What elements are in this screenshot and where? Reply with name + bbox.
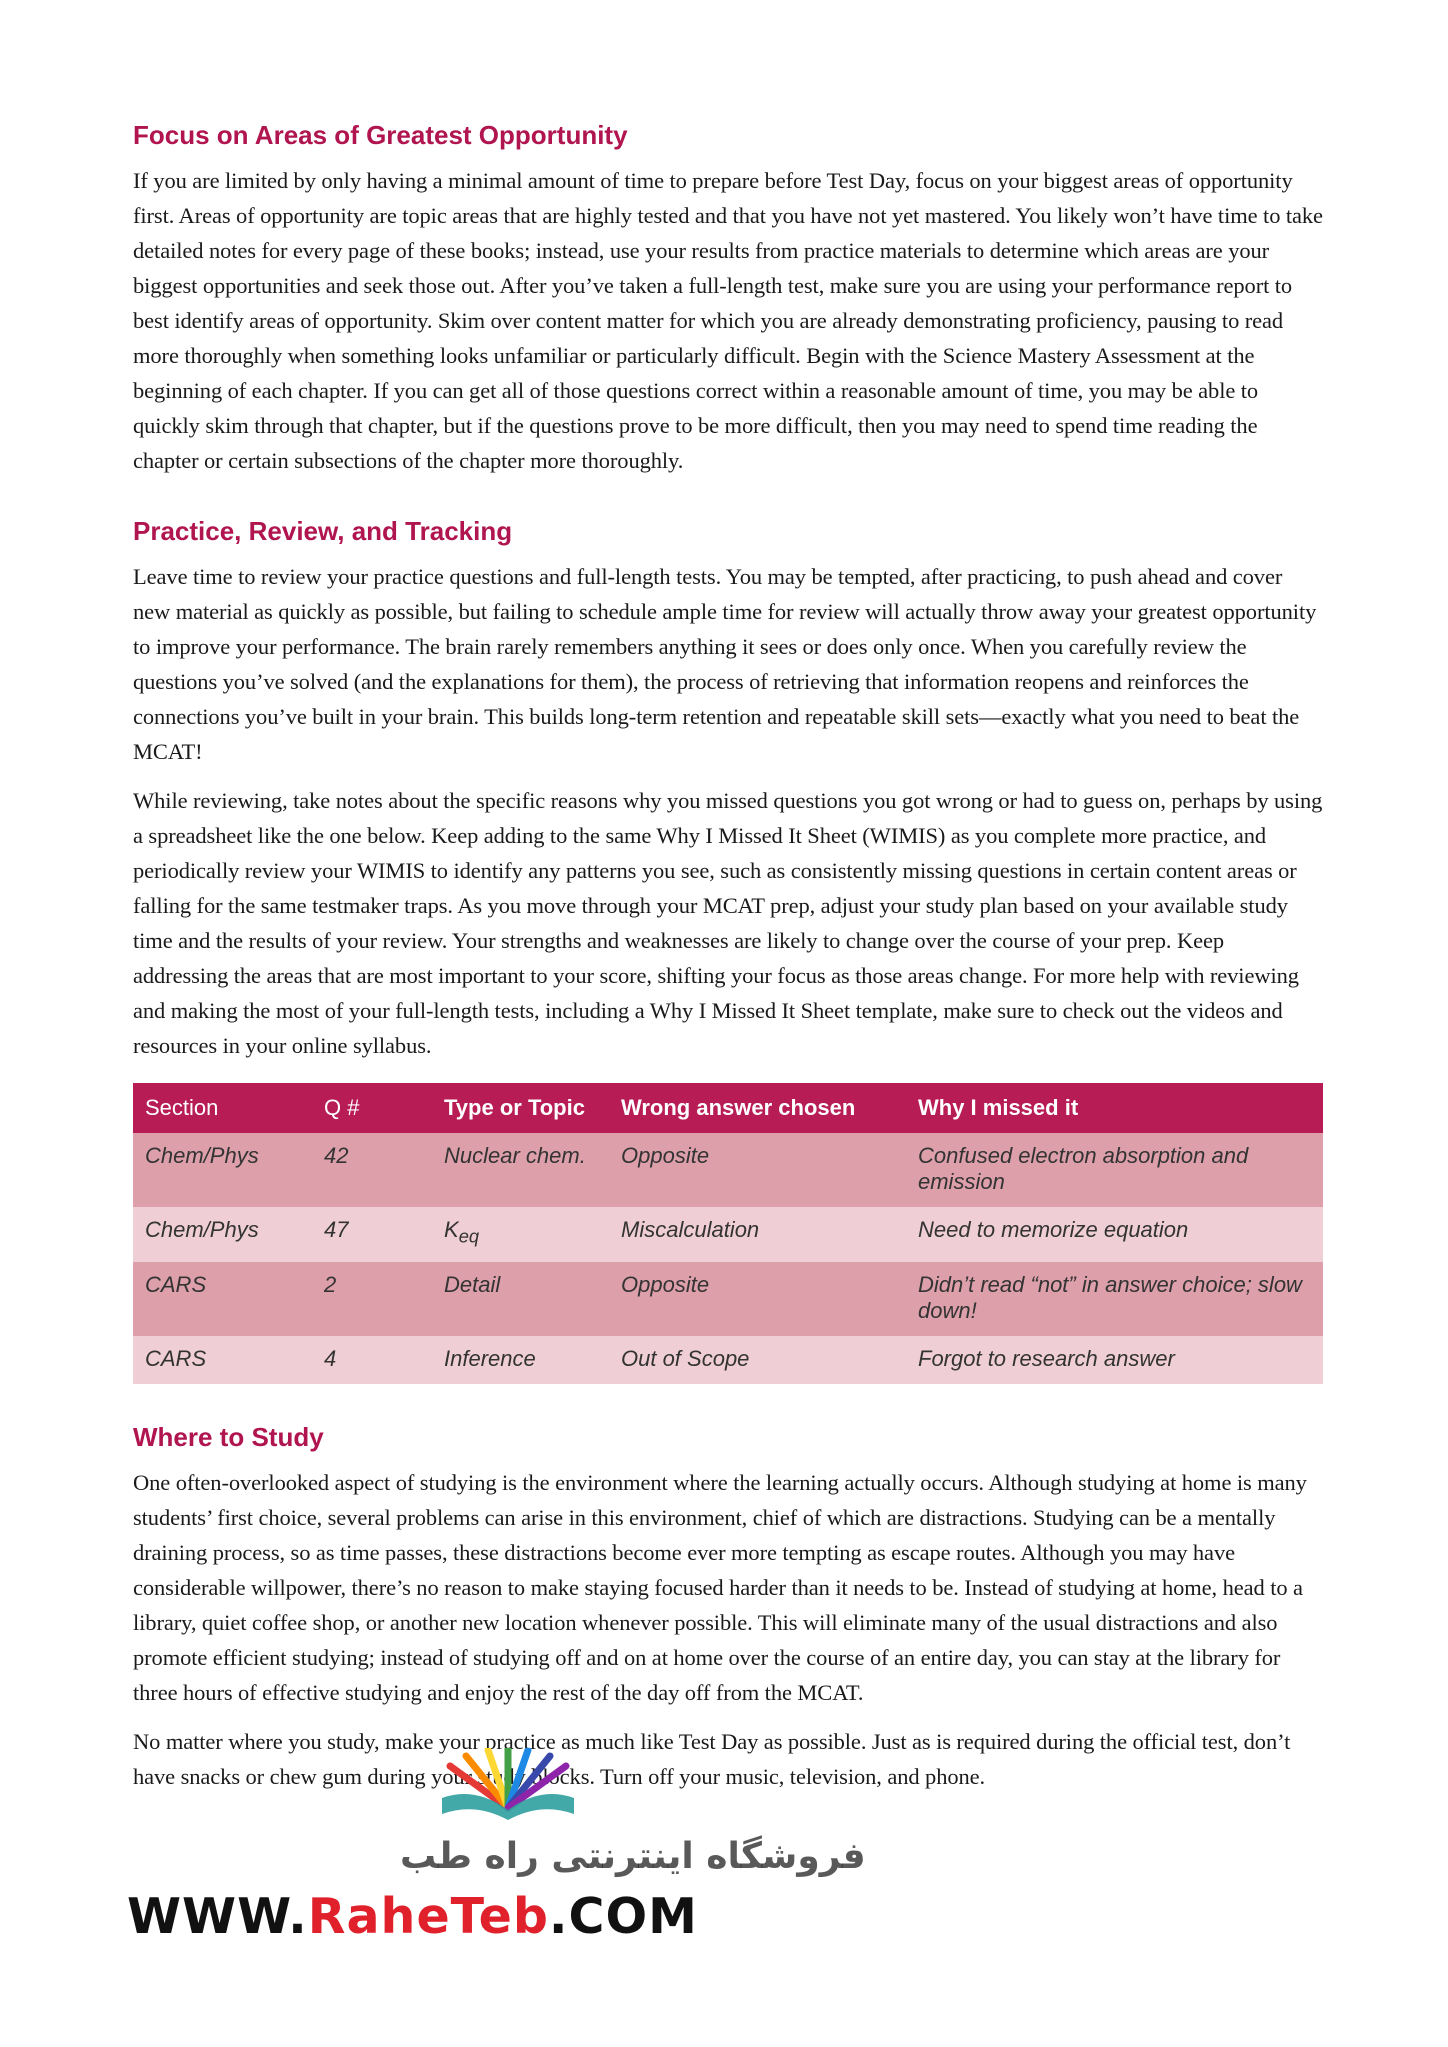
cell-section: CARS [133,1336,312,1384]
section-heading-practice: Practice, Review, and Tracking [133,516,513,547]
watermark-url-brand: RaheTeb [307,1888,549,1945]
col-header-section: Section [133,1083,312,1133]
cell-wrong-answer: Opposite [609,1262,906,1336]
cell-question-number: 42 [312,1133,432,1207]
section-heading-focus: Focus on Areas of Greatest Opportunity [133,120,628,150]
table-row [133,1262,1323,1336]
cell-question-number: 4 [312,1336,432,1384]
cell-wrong-answer: Out of Scope [609,1336,906,1384]
cell-type-main: K [444,1217,459,1243]
paragraph-focus: If you are limited by only having a minimal amount of time to prepare before Test Day, focus on your biggest areas of opportunity first. Areas of opportunity are topic areas that are highly tested and that you have not yet mastered. You likely won’t have time to take detailed notes for every page of these books; instead, use your results from practice materials to determine which areas are your biggest opportunities and seek those out. After you’ve taken a full-length test, make sure you are using your performance report to best identify areas of opportunity. Skim over content matter for which you are already demonstrating proficiency, pausing to read more thoroughly when something looks unfamiliar or particularly difficult. Begin with the Science Mastery Assessment at the beginning of each chapter. If you can get all of those questions correct within a reasonable amount of time, you may be able to quickly skim through that chapter, but if the questions prove to be more difficult, then you may need to spend time reading the chapter or certain subsections of the chapter more thoroughly. [133,168,1323,474]
table-header-row [133,1083,1323,1133]
table-row [133,1133,1323,1207]
col-header-type: Type or Topic [432,1083,609,1133]
watermark-persian-text: فروشگاه اینترنتی راه طب [400,1836,866,1877]
cell-type: Inference [432,1336,609,1384]
paragraph-practice-2: While reviewing, take notes about the specific reasons why you missed questions you got wrong or had to guess on, perhaps by using a spreadsheet like the one below. Keep adding to the same Why I Missed It Sheet (WIMIS) as you complete more practice, and periodically review your WIMIS to identify any patterns you see, such as consistently missing questions in certain content areas or falling for the same testmaker traps. As you move through your MCAT prep, adjust your study plan based on your available study time and the results of your review. Your strengths and weaknesses are likely to change over the course of your prep. Keep addressing the areas that are most important to your score, shifting your focus as those areas change. For more help with reviewing and making the most of your full-length tests, including a Why I Missed It Sheet template, make sure to check out the videos and resources in your online syllabus. [133,788,1323,1059]
cell-type [432,1207,609,1261]
col-header-question-number: Q # [312,1083,432,1133]
paragraph-where-2: No matter where you study, make your practice as much like Test Day as possible. Just as is required during the official test, don’t have snacks or chew gum during your study blocks. Turn off your music, television, and phone. [133,1728,1291,1789]
cell-section: Chem/Phys [133,1207,312,1261]
wimis-table [133,1083,1323,1383]
table-row [133,1336,1323,1384]
cell-type: Detail [432,1262,609,1336]
page-content [133,120,1323,1808]
table-row [133,1207,1323,1261]
watermark-url-suffix: .COM [548,1888,698,1945]
cell-wrong-answer: Miscalculation [609,1207,906,1261]
cell-why-missed: Need to memorize equation [906,1207,1323,1261]
cell-why-missed: Didn’t read “not” in answer choice; slow down! [906,1262,1323,1336]
watermark-url [127,1888,698,1945]
cell-section: Chem/Phys [133,1133,312,1207]
watermark-url-prefix: WWW. [127,1888,308,1945]
cell-why-missed: Confused electron absorption and emission [906,1133,1323,1207]
cell-type-subscript: eq [458,1225,480,1247]
cell-type: Nuclear chem. [432,1133,609,1207]
col-header-why-missed: Why I missed it [906,1083,1323,1133]
cell-question-number: 2 [312,1262,432,1336]
paragraph-where-1: One often-overlooked aspect of studying is the environment where the learning actually occurs. Although studying at home is many students’ first choice, several problems can arise in this environment, chief of which are distractions. Studying can be a mentally draining process, so as time passes, these distractions become ever more tempting as escape routes. Although you may have considerable willpower, there’s no reason to make staying focused harder than it needs to be. Instead of studying at home, head to a library, quiet coffee shop, or another new location whenever possible. This will eliminate many of the usual distractions and also promote efficient studying; instead of studying off and on at home over the course of an entire day, you can stay at the library for three hours of effective studying and enjoy the rest of the day off from the MCAT. [133,1469,1307,1705]
cell-why-missed: Forgot to research answer [906,1336,1323,1384]
section-heading-where: Where to Study [133,1421,324,1452]
cell-section: CARS [133,1262,312,1336]
paragraph-practice-1: Leave time to review your practice questions and full-length tests. You may be tempted, after practicing, to push ahead and cover new material as quickly as possible, but failing to schedule ample time for review will actually throw away your greatest opportunity to improve your performance. The brain rarely remembers anything it sees or does only once. When you carefully review the questions you’ve solved (and the explanations for them), the process of retrieving that information reopens and reinforces the connections you’ve built in your brain. This builds long-term retention and repeatable skill sets—exactly what you need to beat the MCAT! [133,564,1317,765]
open-book-rainbow-icon [432,1748,584,1820]
cell-wrong-answer: Opposite [609,1133,906,1207]
cell-question-number: 47 [312,1207,432,1261]
col-header-wrong-answer: Wrong answer chosen [609,1083,906,1133]
